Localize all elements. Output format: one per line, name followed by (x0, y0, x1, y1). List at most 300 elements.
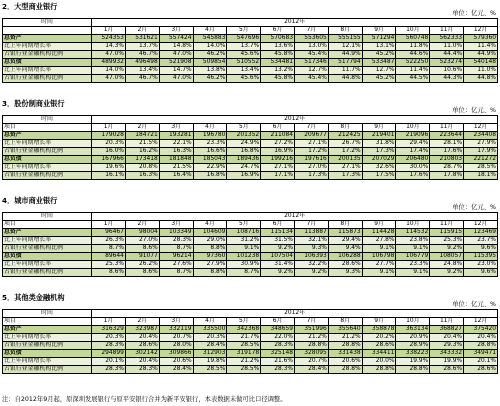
table-cell: 45.2% (362, 51, 396, 59)
table-cell: 20.8% (125, 164, 159, 172)
month-header: 8月 (328, 221, 362, 229)
table-row (3, 43, 498, 51)
table-row (3, 269, 498, 277)
table-cell: 108716 (227, 229, 261, 237)
table-cell: 343332 (430, 350, 464, 358)
table-cell: 17.6% (430, 148, 464, 156)
table-cell: 20.9% (396, 334, 430, 342)
table-cell: 11.0% (464, 67, 498, 75)
month-header: 5月 (227, 27, 261, 35)
table-cell: 355640 (328, 326, 362, 334)
table-row (3, 229, 498, 237)
table-cell: 9.6% (464, 245, 498, 253)
table-cell: 20.6% (328, 358, 362, 366)
table-row (3, 67, 498, 75)
table-cell: 23.7% (464, 237, 498, 245)
table-cell: 179028 (92, 132, 126, 140)
month-header: 7月 (294, 221, 328, 229)
row-label: 比上年同期增长率 (3, 261, 92, 269)
table-cell: 11.4% (396, 67, 430, 75)
month-header: 6月 (261, 221, 295, 229)
table-cell: 207029 (362, 156, 396, 164)
table-cell: 28.6% (125, 342, 159, 350)
header-year: 2012年 (92, 213, 498, 221)
table-cell: 20.2% (362, 334, 396, 342)
header-item: 项目 (3, 124, 92, 132)
table-cell: 26.7% (328, 140, 362, 148)
row-label: 总资产 (3, 326, 92, 334)
table-cell: 27.0% (294, 164, 328, 172)
table-row (3, 366, 498, 374)
month-header: 2月 (125, 124, 159, 132)
table-cell: 97360 (193, 253, 227, 261)
table-row (3, 358, 498, 366)
table-cell: 534481 (261, 59, 295, 67)
header-year: 2012年 (92, 116, 498, 124)
unit-label: 单位：亿元、% (452, 10, 496, 17)
month-header-row (3, 27, 498, 35)
table-cell: 523274 (430, 59, 464, 67)
table-cell: 223644 (430, 132, 464, 140)
table-cell: 17.8% (430, 172, 464, 180)
table-cell: 8.7% (159, 269, 193, 277)
table-cell: 319178 (227, 350, 261, 358)
month-header: 9月 (362, 124, 396, 132)
month-header: 8月 (328, 124, 362, 132)
table-cell: 27.9% (193, 261, 227, 269)
table-cell: 27.7% (362, 261, 396, 269)
table-cell: 12.7% (362, 67, 396, 75)
table-cell: 26.3% (92, 237, 126, 245)
header-year: 2012年 (92, 19, 498, 27)
table-cell: 20.0% (362, 358, 396, 366)
table-cell: 17.3% (294, 172, 328, 180)
table-row (3, 51, 498, 59)
table-cell: 358878 (362, 326, 396, 334)
table-cell: 28.4% (193, 342, 227, 350)
row-label: 占银行业金融机构比例 (3, 269, 92, 277)
table-cell: 351996 (294, 326, 328, 334)
table-cell: 17.4% (396, 148, 430, 156)
table-cell: 29.0% (193, 237, 227, 245)
table-cell: 553605 (294, 35, 328, 43)
table-cell: 517794 (328, 59, 362, 67)
table-cell: 28.6% (430, 366, 464, 374)
table-cell: 47.0% (92, 75, 126, 83)
table-row (3, 132, 498, 140)
table-cell: 27.9% (464, 140, 498, 148)
table-cell: 25.3% (92, 261, 126, 269)
row-label: 总资产 (3, 229, 92, 237)
table-cell: 103349 (159, 229, 193, 237)
table-cell: 45.2% (362, 75, 396, 83)
table-cell: 23.3% (396, 261, 430, 269)
table-cell: 10.6% (430, 67, 464, 75)
table-cell: 45.4% (294, 51, 328, 59)
table-cell: 20.1% (464, 358, 498, 366)
month-header: 12月 (464, 27, 498, 35)
section-title: 4．城市商业银行 (2, 196, 58, 205)
table-cell: 579360 (464, 35, 498, 43)
row-label: 占银行业金融机构比例 (3, 342, 92, 350)
row-label: 比上年同期增长率 (3, 334, 92, 342)
month-header: 9月 (362, 318, 396, 326)
table-cell: 28.3% (125, 366, 159, 374)
month-header: 5月 (227, 318, 261, 326)
table-cell: 104609 (193, 229, 227, 237)
header-row (3, 310, 498, 318)
row-label: 比上年同期增长率 (3, 140, 92, 148)
table-cell: 115134 (261, 229, 295, 237)
unit-label: 单位：亿元、% (452, 301, 496, 308)
table-cell: 17.5% (362, 172, 396, 180)
table-cell: 28.3% (92, 342, 126, 350)
table-cell: 17.2% (328, 148, 362, 156)
month-header: 10月 (396, 124, 430, 132)
table-cell: 28.8% (362, 366, 396, 374)
month-header-row (3, 318, 498, 326)
table-cell: 316329 (92, 326, 126, 334)
table-row (3, 172, 498, 180)
month-header: 11月 (430, 27, 464, 35)
table-cell: 531621 (125, 35, 159, 43)
table-cell: 9.2% (294, 269, 328, 277)
table-cell: 23.8% (396, 237, 430, 245)
table-cell: 28.5% (227, 366, 261, 374)
header-item-time: 时间 (3, 310, 92, 318)
table-cell: 184721 (125, 132, 159, 140)
row-label: 占银行业金融机构比例 (3, 148, 92, 156)
table-cell: 13.6% (261, 43, 295, 51)
table-cell: 193281 (159, 132, 193, 140)
row-label: 比上年同期增长率 (3, 164, 92, 172)
table-cell: 21.7% (227, 334, 261, 342)
table-cell: 570683 (261, 35, 295, 43)
table-cell: 31.5% (261, 237, 295, 245)
table-cell: 21.2% (294, 334, 328, 342)
table-cell: 44.3% (430, 75, 464, 83)
table-cell: 89644 (92, 253, 126, 261)
table-cell: 19.9% (430, 358, 464, 366)
month-header: 10月 (396, 318, 430, 326)
table-row (3, 350, 498, 358)
month-header: 6月 (261, 27, 295, 35)
table-cell: 13.7% (227, 43, 261, 51)
table-cell: 9.1% (396, 245, 430, 253)
table-cell: 209677 (294, 132, 328, 140)
table-cell: 533487 (362, 59, 396, 67)
row-label: 比上年同期增长率 (3, 237, 92, 245)
table-cell: 509854 (193, 59, 227, 67)
month-header: 9月 (362, 27, 396, 35)
table-cell: 20.4% (464, 334, 498, 342)
table-cell: 555155 (328, 35, 362, 43)
table-cell: 219096 (396, 132, 430, 140)
table-cell: 47.0% (92, 51, 126, 59)
month-header: 1月 (92, 27, 126, 35)
table-cell: 106798 (362, 253, 396, 261)
unit-label: 单位：亿元、% (452, 107, 496, 114)
month-header: 3月 (159, 221, 193, 229)
table-cell: 14.3% (92, 43, 126, 51)
table-cell: 96214 (159, 253, 193, 261)
table-cell: 30.0% (396, 164, 430, 172)
table-cell: 334411 (362, 350, 396, 358)
data-table (2, 115, 498, 180)
table-cell: 44.8% (464, 75, 498, 83)
table-cell: 211084 (261, 132, 295, 140)
table-cell: 167966 (92, 156, 126, 164)
month-header: 12月 (464, 124, 498, 132)
table-cell: 221272 (464, 156, 498, 164)
header-item: 项目 (3, 318, 92, 326)
table-cell: 16.2% (125, 148, 159, 156)
table-row (3, 75, 498, 83)
table-row (3, 140, 498, 148)
table-cell: 17.3% (362, 148, 396, 156)
table-cell: 22.1% (159, 140, 193, 148)
table-cell: 517346 (294, 59, 328, 67)
table-cell: 196780 (193, 132, 227, 140)
header-item-time: 时间 (3, 116, 92, 124)
month-header: 4月 (193, 221, 227, 229)
table-cell: 20.3% (92, 140, 126, 148)
table-cell: 562333 (430, 35, 464, 43)
table-cell: 27.1% (294, 140, 328, 148)
header-item-time: 时间 (3, 19, 92, 27)
header-item (3, 27, 92, 35)
table-cell: 328095 (294, 350, 328, 358)
row-label: 总负债 (3, 253, 92, 261)
table-cell: 20.4% (125, 358, 159, 366)
table-cell: 31.8% (362, 140, 396, 148)
table-cell: 540148 (464, 59, 498, 67)
table-cell: 8.6% (92, 269, 126, 277)
table-cell: 18.1% (464, 172, 498, 180)
table-cell: 8.7% (159, 245, 193, 253)
table-cell: 206480 (396, 156, 430, 164)
table-cell: 45.4% (294, 75, 328, 83)
table-cell: 32.1% (294, 237, 328, 245)
month-header: 9月 (362, 221, 396, 229)
table-cell: 323987 (125, 326, 159, 334)
table-cell: 16.3% (125, 172, 159, 180)
header-row (3, 19, 498, 27)
month-header: 11月 (430, 318, 464, 326)
month-header-row (3, 124, 498, 132)
table-cell: 28.8% (328, 366, 362, 374)
table-cell: 21.5% (125, 140, 159, 148)
month-header: 3月 (159, 124, 193, 132)
table-row (3, 334, 498, 342)
table-cell: 332119 (159, 326, 193, 334)
table-cell: 22.9% (193, 164, 227, 172)
table-cell: 368827 (430, 326, 464, 334)
table-cell: 185043 (193, 156, 227, 164)
table-cell: 16.4% (159, 172, 193, 180)
table-cell: 342368 (227, 326, 261, 334)
table-cell: 31.2% (227, 237, 261, 245)
table-cell: 28.5% (193, 366, 227, 374)
data-table (2, 18, 498, 83)
table-cell: 325148 (261, 350, 295, 358)
table-cell: 108057 (430, 253, 464, 261)
table-cell: 9.1% (362, 245, 396, 253)
table-cell: 27.0% (125, 237, 159, 245)
month-header: 3月 (159, 318, 193, 326)
table-cell: 16.1% (92, 172, 126, 180)
table-cell: 27.1% (261, 164, 295, 172)
table-cell: 28.3% (261, 366, 295, 374)
table-cell: 23.0% (464, 261, 498, 269)
table-cell: 335500 (193, 326, 227, 334)
table-cell: 45.8% (261, 51, 295, 59)
table-cell: 27.1% (328, 164, 362, 172)
table-cell: 21.2% (227, 358, 261, 366)
month-header: 4月 (193, 318, 227, 326)
table-cell: 17.6% (396, 172, 430, 180)
table-cell: 26.2% (125, 261, 159, 269)
table-cell: 28.5% (227, 342, 261, 350)
table-cell: 28.8% (396, 366, 430, 374)
table-cell: 98004 (125, 229, 159, 237)
table-cell: 331438 (328, 350, 362, 358)
table-cell: 19.8% (193, 358, 227, 366)
table-cell: 8.8% (193, 269, 227, 277)
month-header: 2月 (125, 318, 159, 326)
header-item: 项目 (3, 221, 92, 229)
table-cell: 9.6% (464, 269, 498, 277)
row-label: 占银行业金融机构比例 (3, 366, 92, 374)
month-header: 2月 (125, 27, 159, 35)
month-header: 12月 (464, 318, 498, 326)
table-cell: 197616 (294, 156, 328, 164)
table-cell: 27.6% (159, 261, 193, 269)
month-header: 10月 (396, 221, 430, 229)
table-cell: 210803 (430, 156, 464, 164)
table-cell: 91077 (125, 253, 159, 261)
table-cell: 20.6% (159, 358, 193, 366)
table-cell: 560748 (396, 35, 430, 43)
row-label: 比上年同期增长率 (3, 358, 92, 366)
table-cell: 28.5% (464, 164, 498, 172)
table-cell: 547696 (227, 35, 261, 43)
table-cell: 9.3% (328, 269, 362, 277)
table-cell: 521908 (159, 59, 193, 67)
table-cell: 13.0% (294, 43, 328, 51)
row-label: 占银行业金融机构比例 (3, 172, 92, 180)
table-cell: 16.3% (159, 148, 193, 156)
table-cell: 123469 (464, 229, 498, 237)
table-cell: 28.8% (294, 342, 328, 350)
table-cell: 28.3% (261, 342, 295, 350)
table-cell: 17.2% (294, 148, 328, 156)
table-cell: 181848 (159, 156, 193, 164)
table-row (3, 342, 498, 350)
row-label: 占银行业金融机构比例 (3, 51, 92, 59)
table-cell: 13.1% (362, 43, 396, 51)
table-cell: 21.2% (328, 334, 362, 342)
table-cell: 348659 (261, 326, 295, 334)
table-cell: 106393 (294, 253, 328, 261)
row-label: 占银行业金融机构比例 (3, 245, 92, 253)
table-cell: 44.6% (396, 51, 430, 59)
table-cell: 44.8% (328, 75, 362, 83)
table-cell: 16.9% (261, 148, 295, 156)
table-cell: 114428 (362, 229, 396, 237)
table-cell: 9.3% (294, 245, 328, 253)
table-cell: 17.3% (328, 172, 362, 180)
table-cell: 522250 (396, 59, 430, 67)
table-cell: 20.4% (125, 334, 159, 342)
table-cell: 9.2% (430, 269, 464, 277)
table-cell: 8.8% (193, 245, 227, 253)
section-title: 2．大型商业银行 (2, 2, 58, 11)
table-cell: 8.6% (125, 245, 159, 253)
table-cell: 23.3% (193, 140, 227, 148)
table-cell: 29.4% (396, 140, 430, 148)
table-cell: 24.7% (227, 164, 261, 172)
table-cell: 115915 (430, 229, 464, 237)
table-cell: 27.2% (261, 140, 295, 148)
table-row (3, 261, 498, 269)
table-cell: 13.4% (227, 67, 261, 75)
table-cell: 557424 (159, 35, 193, 43)
month-header: 8月 (328, 318, 362, 326)
month-header: 3月 (159, 27, 193, 35)
row-label: 总资产 (3, 132, 92, 140)
footnote: 注：自2012年9月起，原深圳发展银行与原平安银行合并为新平安银行，本表数据未做可比口径调整。 (2, 396, 287, 403)
table-cell: 11.4% (464, 43, 498, 51)
month-header: 7月 (294, 318, 328, 326)
table-cell: 496498 (125, 59, 159, 67)
header-row (3, 116, 498, 124)
table-row (3, 59, 498, 67)
table-cell: 545883 (193, 35, 227, 43)
table-cell: 12.1% (328, 43, 362, 51)
table-cell: 173418 (125, 156, 159, 164)
table-cell: 28.8% (328, 342, 362, 350)
table-cell: 101238 (227, 253, 261, 261)
table-cell: 16.8% (227, 148, 261, 156)
month-header: 5月 (227, 124, 261, 132)
table-cell: 9.4% (328, 245, 362, 253)
row-label: 总负债 (3, 350, 92, 358)
table-cell: 27.8% (362, 237, 396, 245)
table-cell: 489932 (92, 59, 126, 67)
table-cell: 201352 (227, 132, 261, 140)
table-cell: 11.8% (396, 43, 430, 51)
table-cell: 8.6% (125, 269, 159, 277)
table-cell: 571294 (362, 35, 396, 43)
table-cell: 31.4% (261, 261, 295, 269)
month-header-row (3, 221, 498, 229)
month-header: 8月 (328, 27, 362, 35)
section-title: 5．其他类金融机构 (2, 293, 65, 302)
table-cell: 20.3% (193, 334, 227, 342)
row-label: 总负债 (3, 156, 92, 164)
table-cell: 46.7% (125, 75, 159, 83)
table-cell: 20.7% (159, 334, 193, 342)
table-cell: 29.4% (328, 237, 362, 245)
table-cell: 46.2% (193, 51, 227, 59)
month-header: 1月 (92, 221, 126, 229)
table-row (3, 237, 498, 245)
table-cell: 28.6% (464, 366, 498, 374)
table-cell: 24.8% (430, 261, 464, 269)
month-header: 2月 (125, 221, 159, 229)
table-cell: 29.3% (430, 342, 464, 350)
